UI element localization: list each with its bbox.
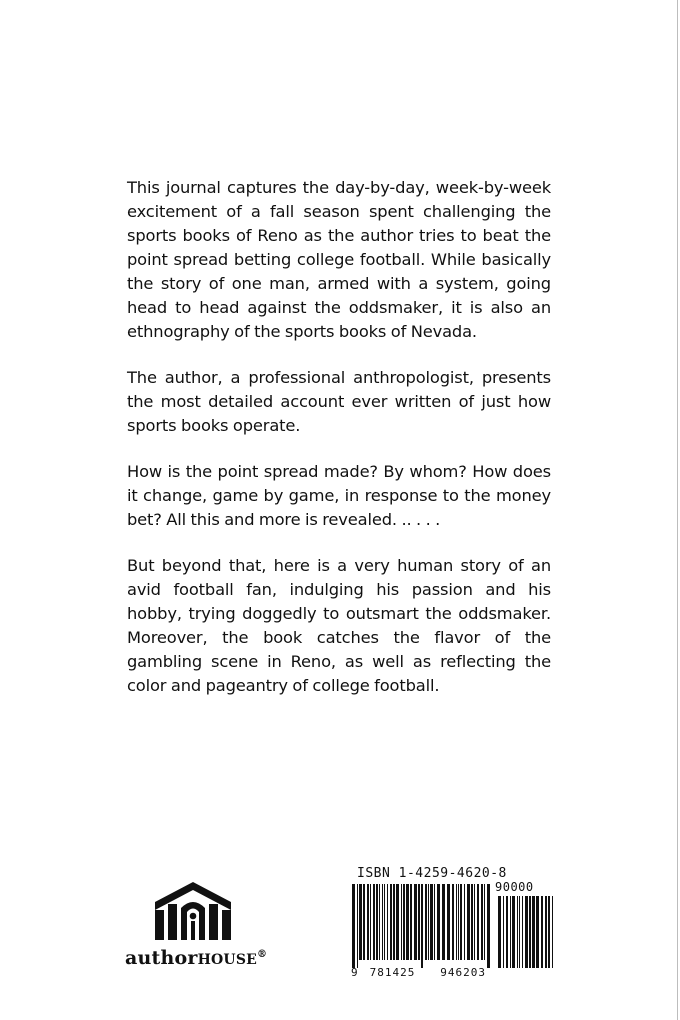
barcode-bar [401,884,402,960]
blurb-paragraph-4: But beyond that, here is a very human story of an avid football fan, indulging his passion and his hobby, trying doggedly to outsmart the oddsmaker. Moreover, the book catches the flavor of the gambling scene in Reno, as well as reflecting the color and pageantry of college football. [127,556,551,695]
barcode-bar [363,884,365,960]
barcode-bar [379,884,380,960]
barcode-bar [357,884,358,968]
barcode-bar [434,884,435,960]
addon-barcode-bar [522,896,523,968]
barcode-bar [456,884,457,960]
barcode-bar [430,884,433,960]
publisher-wordmark [125,947,267,969]
barcode-bar [437,884,440,960]
addon-barcode-bar [510,896,511,968]
publisher-name-part1: author [125,947,198,969]
barcode-digit-group-2: 946203 [440,966,486,979]
authorhouse-columns-logo-icon [151,880,235,942]
barcode-bar [452,884,454,960]
addon-barcode-bar [517,896,518,968]
barcode-bar [464,884,465,960]
addon-barcode-bar [519,896,520,968]
addon-barcode-bar [548,896,550,968]
barcode-bar [418,884,420,960]
barcode-bar [352,884,355,968]
barcode-bar [370,884,371,960]
barcode-bar [467,884,470,960]
publisher-name-part2: HOUSE [197,952,258,968]
barcode-bar [481,884,483,960]
barcode-digit-group-1: 781425 [369,966,416,979]
barcode-bar [421,884,423,968]
addon-barcode-bar [525,896,528,968]
isbn-barcode [345,866,560,986]
blurb-paragraph-2: The author, a professional anthropologist, presents the most detailed account ever written of just how sports books operate. [127,368,551,435]
registered-mark: ® [257,949,268,960]
addon-barcode-bar [541,896,543,968]
barcode-digit-first: 9 [351,966,358,979]
barcode-bar [458,884,459,960]
barcode-bar [474,884,475,960]
barcode-bar [390,884,392,960]
blurb-paragraph-1: This journal captures the day-by-day, week-by-week excitement of a fall season spent challenging the sports books of Reno as the author tries to beat the point spread betting college football. While basically the story of one man, armed with a system, going head to head against the oddsmaker, it is also an ethnography of the sports books of Nevada. [127,178,551,341]
barcode-bar [428,884,429,960]
addon-barcode-bar [503,896,504,968]
addon-barcode-bar [545,896,547,968]
barcode-bar [460,884,462,960]
barcode-bar [410,884,412,960]
price-addon-barcode-bars [497,896,555,968]
barcode-bar [477,884,479,960]
addon-barcode-bar [506,896,508,968]
barcode-bar [384,884,385,960]
barcode-bar [471,884,473,960]
addon-barcode-bar [532,896,535,968]
publisher-logo [125,880,275,980]
page-edge-divider [677,0,678,1020]
barcode-bar [447,884,450,960]
barcode-bar [425,884,427,960]
addon-barcode-bar [512,896,515,968]
blurb-paragraph-3: How is the point spread made? By whom? How does it change, game by game, in response to the money bet? All this and more is revealed. .. . . . [127,462,551,529]
barcode-bar [406,884,409,960]
barcode-bar [442,884,445,960]
barcode-bar [373,884,375,960]
barcode-bar [382,884,383,960]
barcode-bar [396,884,399,960]
price-code: 90000 [495,880,534,894]
barcode-bar [484,884,485,960]
barcode-bar [487,884,490,968]
ean13-barcode-bars [351,884,491,968]
barcode-bar [403,884,405,960]
barcode-digits [351,966,504,979]
addon-barcode-bar [498,896,501,968]
back-cover-blurb [127,176,551,720]
barcode-bar [367,884,369,960]
barcode-bar [414,884,417,960]
isbn-label: ISBN 1-4259-4620-8 [357,866,507,881]
barcode-bar [359,884,362,960]
addon-barcode-bar [529,896,531,968]
barcode-bar [393,884,395,960]
addon-barcode-bar [552,896,553,968]
barcode-bar [387,884,388,960]
barcode-bar [376,884,378,960]
addon-barcode-bar [536,896,539,968]
